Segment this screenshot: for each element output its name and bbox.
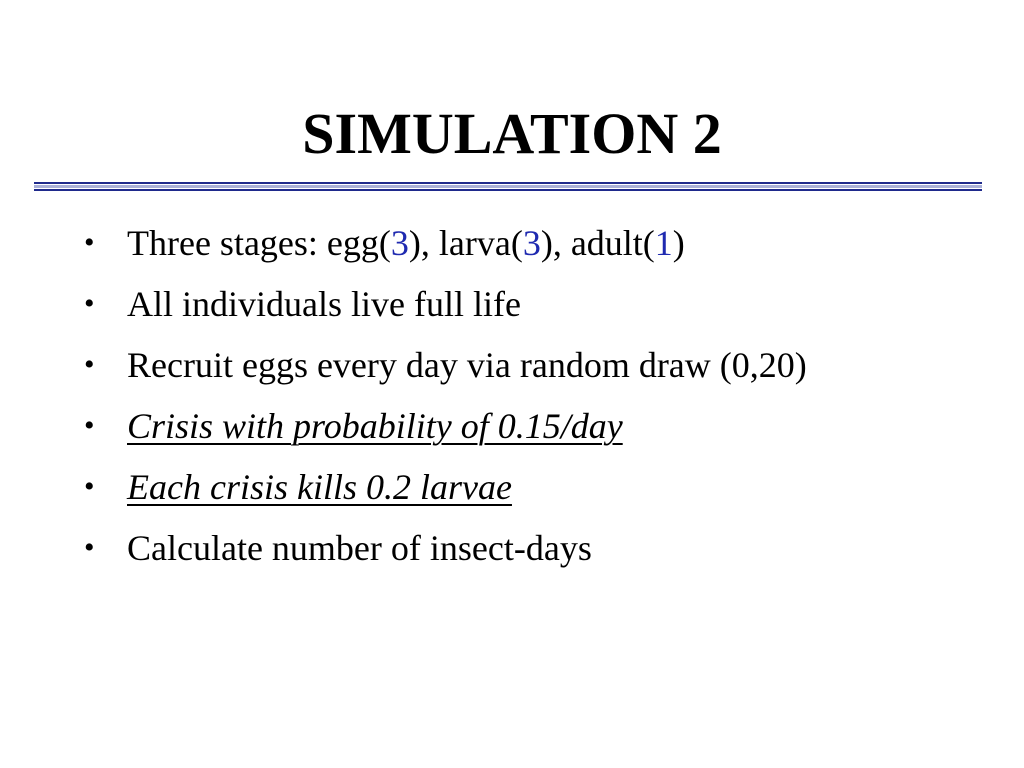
- bullet-item-crisis-probability: [84, 405, 964, 447]
- stages-mid-1: ), larva(: [408, 223, 523, 263]
- adult-days: 1: [654, 223, 673, 263]
- stages-suffix: ): [672, 223, 685, 263]
- bullet-icon: •: [84, 470, 95, 503]
- bullet-text: Calculate number of insect-days: [127, 528, 592, 568]
- bullet-item-insect-days: [84, 527, 964, 569]
- bullet-item-stages: [84, 222, 964, 264]
- bullet-item-full-life: [84, 283, 964, 325]
- egg-days: 3: [390, 223, 409, 263]
- larva-days: 3: [522, 223, 541, 263]
- stages-mid-2: ), adult(: [540, 223, 655, 263]
- bullet-icon: •: [84, 531, 95, 564]
- bullet-item-crisis-kills: [84, 466, 964, 508]
- divider-line-top: [34, 182, 982, 184]
- bullet-text: Recruit eggs every day via random draw (0,20): [127, 345, 807, 385]
- bullet-icon: •: [84, 348, 95, 381]
- slide-title: SIMULATION 2: [302, 101, 722, 166]
- stages-prefix: Three stages: egg(: [127, 223, 391, 263]
- bullet-icon: •: [84, 409, 95, 442]
- bullet-icon: •: [84, 287, 95, 320]
- bullet-list: [84, 222, 964, 588]
- divider-line-bottom: [34, 189, 982, 191]
- bullet-text: All individuals live full life: [127, 284, 521, 324]
- bullet-icon: •: [84, 226, 95, 259]
- bullet-item-recruit: [84, 344, 964, 386]
- bullet-text: Each crisis kills 0.2 larvae: [127, 467, 512, 507]
- divider-line-middle: [34, 185, 982, 188]
- bullet-text: Crisis with probability of 0.15/day: [127, 406, 623, 446]
- title-divider: [34, 182, 982, 192]
